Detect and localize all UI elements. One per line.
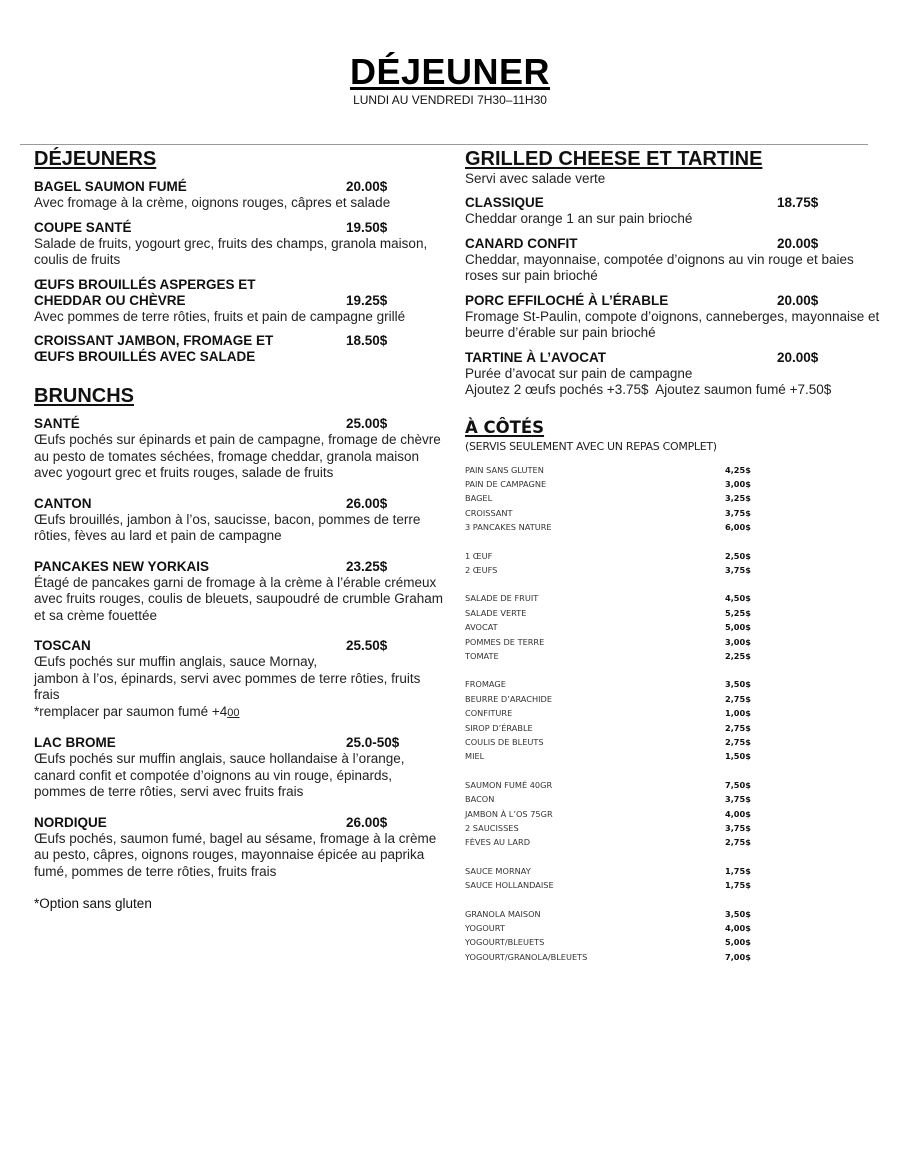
menu-header: [0, 52, 900, 108]
side-item: JAMBON À L’OS 75GR 4,00$: [465, 808, 751, 819]
section-title-grilled-cheese: GRILLED CHEESE ET TARTINE: [465, 148, 763, 170]
sides-section: [465, 417, 885, 965]
item-price: 20.00$: [777, 235, 819, 251]
menu-item: [34, 333, 444, 365]
side-item: YOGOURT 4,00$: [465, 923, 751, 934]
side-item: CONFITURE 1,00$: [465, 708, 751, 719]
item-name: TOSCAN: [34, 638, 91, 653]
header-divider: [20, 144, 868, 145]
grilled-cheese-section: [465, 147, 885, 399]
item-price: 25.00$: [346, 416, 388, 431]
item-description-line1: Purée d’avocat sur pain de campagne: [465, 365, 693, 381]
side-item: PAIN SANS GLUTEN 4,25$: [465, 464, 751, 475]
side-item: SIROP D’ÉRABLE 2,75$: [465, 722, 751, 733]
side-item: YOGOURT/BLEUETS 5,00$: [465, 937, 751, 948]
side-item: 3 PANCAKES NATURE 6,00$: [465, 522, 751, 533]
item-description: Œufs pochés, saumon fumé, bagel au sésame, fromage à la crème au pesto, câpres, oignons rouges, mayonnaise épicée au paprika fumé, pommes de terre rôties, fruits frais: [34, 830, 437, 879]
left-column: [34, 147, 444, 912]
item-price: 19.25$: [346, 292, 388, 308]
item-name: CANARD CONFIT: [465, 235, 578, 251]
page-title: DÉJEUNER: [349, 51, 551, 92]
menu-item: [34, 220, 444, 269]
section-title-sides: À CÔTÉS: [465, 417, 545, 437]
side-item: CROISSANT 3,75$: [465, 507, 751, 518]
sides-group-meats: [465, 778, 885, 850]
menu-item: [465, 293, 885, 342]
side-item: SALADE VERTE 5,25$: [465, 607, 751, 618]
menu-item: [34, 815, 444, 881]
side-item: TOMATE 2,25$: [465, 650, 751, 661]
side-item: BEURRE D’ARACHIDE 2,75$: [465, 693, 751, 704]
item-name: PANCAKES NEW YORKAIS: [34, 558, 210, 574]
item-description: Salade de fruits, yogourt grec, fruits des champs, granola maison, coulis de fruits: [34, 235, 428, 267]
item-name-line1: ŒUFS BROUILLÉS ASPERGES ET: [34, 276, 256, 292]
item-name-line1: CROISSANT JAMBON, FROMAGE ET: [34, 333, 274, 348]
item-name: CLASSIQUE: [465, 195, 544, 210]
menu-item: [34, 277, 444, 326]
item-price: 25.0-50$: [346, 735, 400, 750]
menu-item: [34, 735, 444, 801]
note-text: *remplacer par saumon fumé +4: [34, 703, 228, 719]
menu-item: [34, 638, 444, 721]
item-price: 20.00$: [346, 179, 388, 194]
side-item: 2 SAUCISSES 3,75$: [465, 823, 751, 834]
section-note: Servi avec salade verte: [465, 171, 606, 186]
hours-subtitle: LUNDI AU VENDREDI 7H30–11H30: [353, 93, 547, 107]
side-item: FROMAGE 3,50$: [465, 679, 751, 690]
section-title-dejeuners: DÉJEUNERS: [34, 148, 157, 170]
item-description: Étagé de pancakes garni de fromage à la crème à l’érable crémeux avec fruits rouges, coulis de bleuets, saupoudré de crumble Graham et sa crème fouettée: [34, 574, 443, 623]
item-description: Cheddar, mayonnaise, compotée d’oignons au vin rouge et baies roses sur pain brioché: [465, 251, 854, 283]
item-description: Œufs pochés sur muffin anglais, sauce hollandaise à l’orange, canard confit et compotée d’oignons au vin rouge, épinards, pommes de terre rôties, servi avec fruits frais: [34, 751, 405, 799]
item-price: 26.00$: [346, 495, 388, 511]
brunchs-section: [34, 384, 444, 912]
menu-item: [34, 496, 444, 545]
side-item: PAIN DE CAMPAGNE 3,00$: [465, 478, 751, 489]
item-name-line2: CHEDDAR OU CHÈVRE: [34, 292, 186, 308]
sides-group-sauces: [465, 864, 885, 893]
item-description: Avec fromage à la crème, oignons rouges, câpres et salade: [34, 195, 391, 210]
item-addons: Ajoutez 2 œufs pochés +3.75$ Ajoutez saumon fumé +7.50$: [465, 382, 832, 397]
item-name: LAC BROME: [34, 735, 116, 750]
menu-item: [34, 559, 444, 625]
sides-group-vegetables: [465, 591, 885, 663]
item-description: Œufs pochés sur épinards et pain de campagne, fromage de chèvre au pesto de tomates séchées, fromage cheddar, granola maison avec yogourt grec et fruits rouges, salade de fruits: [34, 432, 441, 480]
side-item: SALADE DE FRUIT 4,50$: [465, 593, 751, 604]
sides-group-breads: [465, 463, 885, 535]
menu-item: [465, 350, 885, 399]
dejeuners-section: [34, 147, 444, 365]
side-item: YOGOURT/GRANOLA/BLEUETS 7,00$: [465, 951, 751, 962]
item-name: COUPE SANTÉ: [34, 219, 132, 235]
right-column: [465, 147, 885, 964]
menu-item: [34, 416, 444, 482]
menu-item: [465, 195, 885, 228]
side-item: GRANOLA MAISON 3,50$: [465, 908, 751, 919]
item-name: SANTÉ: [34, 416, 80, 431]
side-item: SAUMON FUMÉ 40GR 7,50$: [465, 779, 751, 790]
item-price: 26.00$: [346, 814, 388, 830]
sides-group-yogurt: [465, 907, 885, 965]
item-price: 25.50$: [346, 638, 388, 653]
side-item: AVOCAT 5,00$: [465, 622, 751, 633]
item-price: 18.75$: [777, 195, 819, 210]
item-name: BAGEL SAUMON FUMÉ: [34, 179, 187, 194]
item-description: Œufs brouillés, jambon à l’os, saucisse, bacon, pommes de terre rôties, fèves au lard et pain de campagne: [34, 511, 421, 543]
item-name-line2: ŒUFS BROUILLÉS AVEC SALADE: [34, 349, 256, 364]
item-price: 19.50$: [346, 219, 388, 235]
menu-item: [34, 179, 444, 212]
gluten-free-footnote: *Option sans gluten: [34, 896, 152, 911]
side-item: FÈVES AU LARD 2,75$: [465, 837, 751, 848]
side-item: COULIS DE BLEUTS 2,75$: [465, 737, 751, 747]
side-item: BACON 3,75$: [465, 794, 751, 805]
item-description: Avec pommes de terre rôties, fruits et pain de campagne grillé: [34, 308, 406, 324]
item-description: Fromage St-Paulin, compote d’oignons, canneberges, mayonnaise et beurre d’érable sur pain brioché: [465, 308, 880, 340]
side-item: SAUCE MORNAY 1,75$: [465, 865, 751, 876]
item-name: CANTON: [34, 495, 92, 511]
item-price: 23.25$: [346, 558, 388, 574]
side-item: MIEL 1,50$: [465, 751, 751, 762]
section-title-brunchs: BRUNCHS: [34, 385, 134, 407]
menu-item: [465, 236, 885, 285]
item-name: PORC EFFILOCHÉ À L’ÉRABLE: [465, 292, 669, 308]
item-description: Cheddar orange 1 an sur pain brioché: [465, 211, 693, 226]
note-cents: 00: [227, 706, 240, 719]
item-substitution-note: [34, 704, 444, 722]
item-name: NORDIQUE: [34, 814, 107, 830]
side-item: BAGEL 3,25$: [465, 493, 751, 504]
item-description-line1: Œufs pochés sur muffin anglais, sauce Mornay,: [34, 654, 318, 669]
side-item: SAUCE HOLLANDAISE 1,75$: [465, 880, 751, 891]
item-price: 20.00$: [777, 292, 819, 308]
sides-group-eggs: [465, 549, 885, 578]
sides-note: (SERVIS SEULEMENT AVEC UN REPAS COMPLET): [465, 439, 717, 453]
item-description-line2: jambon à l’os, épinards, servi avec pommes de terre rôties, fruits frais: [34, 670, 421, 702]
side-item: POMMES DE TERRE 3,00$: [465, 636, 751, 647]
item-name: TARTINE À L’AVOCAT: [465, 349, 606, 365]
item-price: 18.50$: [346, 333, 388, 348]
sides-group-spreads: [465, 677, 885, 763]
item-price: 20.00$: [777, 349, 819, 365]
side-item: 1 ŒUF 2,50$: [465, 550, 751, 561]
side-item: 2 ŒUFS 3,75$: [465, 564, 751, 575]
